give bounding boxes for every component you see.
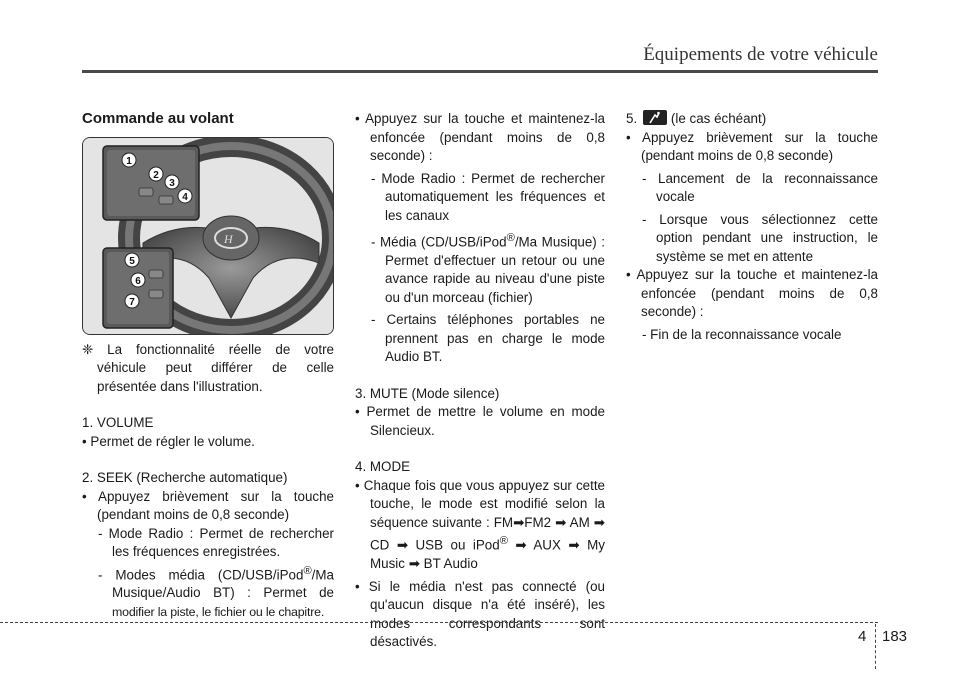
hold-bullet-text: Appuyez sur la touche et maintenez-la enfoncée (pendant moins de 0,8 seconde) : <box>365 111 605 163</box>
mute-heading: 3. MUTE (Mode silence) <box>355 385 500 401</box>
column-1 <box>82 110 334 621</box>
section-title: Commande au volant <box>82 110 234 127</box>
hold-dash-2a: - Média (CD/USB/iPod <box>371 234 507 250</box>
voice-dash-3: - Fin de la reconnaissance vocale <box>642 326 842 342</box>
arrow-icon: ➡ <box>408 556 420 572</box>
figure-label-1: 1 <box>126 155 132 167</box>
hold-dash-2 <box>363 229 605 307</box>
header-rule <box>82 70 878 73</box>
item-5-text: (le cas échéant) <box>670 111 767 126</box>
voice-bullet-2-text: Appuyez sur la touche et maintenez-la enfoncée (pendant moins de 0,8 seconde) : <box>636 267 878 319</box>
arrow-icon: ➡ <box>568 537 580 553</box>
voice-bullet-1-text: Appuyez brièvement sur la touche (pendant moins de 0,8 seconde) <box>641 129 878 163</box>
illustration-note <box>82 341 334 397</box>
mode-am: AM <box>569 514 590 530</box>
seek-dash-2c: modifier la piste, le fichier ou le chapitre. <box>112 604 325 619</box>
seek-dash-2a: - Modes média (CD/USB/iPod <box>98 566 304 582</box>
figure-label-4: 4 <box>182 191 188 203</box>
voice-bullet-2: • Appuyez sur la touche et maintenez-la enfoncée (pendant moins de 0,8 seconde) : <box>626 267 878 319</box>
seek-heading: 2. SEEK (Recherche automatique) <box>82 470 288 485</box>
voice-dash-1: - Lancement de la reconnaissance vocale <box>642 170 878 204</box>
seek-dash-2b: /Ma Musique/Audio BT) : Permet de <box>112 566 334 601</box>
registered-mark: ® <box>303 564 312 577</box>
column-2 <box>355 110 605 652</box>
page-header-title: Équipements de votre véhicule <box>643 44 878 65</box>
mode-bt-audio: BT Audio <box>423 556 478 572</box>
seek-dash-2 <box>90 562 334 622</box>
mode-bullet-2: • Si le média n'est pas connecté (ou qu'aucun disque n'a été inséré), les modes correspondants sont désactivés. <box>355 578 605 650</box>
seek-bullet-text: Appuyez brièvement sur la touche (pendant moins de 0,8 seconde) <box>97 488 334 522</box>
mode-usb: USB ou iPod <box>415 537 500 553</box>
volume-heading: 1. VOLUME <box>82 415 154 430</box>
arrow-icon: ➡ <box>396 537 409 553</box>
steering-wheel-illustration <box>83 138 333 334</box>
figure-label-3: 3 <box>169 177 175 189</box>
mode-bullet-2-text: Si le média n'est pas connecté (ou qu'aucun disque n'a été inséré), les modes correspondants sont désactivés. <box>368 578 605 650</box>
hold-dash-3: - Certains téléphones portables ne prennent pas en charge le mode Audio BT. <box>371 312 605 365</box>
mode-heading: 4. MODE <box>355 459 411 475</box>
registered-mark: ® <box>506 232 515 244</box>
hold-dash-2b: /Ma Musique) : Permet d'effectuer un retour ou une avance rapide au niveau d'une piste ou d'un morceau (fichier) <box>385 234 605 305</box>
voice-recognition-icon <box>643 110 667 125</box>
mute-bullet: • Permet de mettre le volume en mode Silencieux. <box>355 404 605 438</box>
item-5-number: 5. <box>626 111 638 126</box>
mode-bullet-1: • Chaque fois que vous appuyez sur cette touche, le mode est modifié selon la séquence suivante : FM➡FM2 ➡ AM ➡ CD ➡ USB ou iPod® ➡ AUX ➡ My Music ➡ BT Audio <box>355 477 605 572</box>
figure-label-6: 6 <box>135 275 141 287</box>
mode-cd: CD <box>370 537 390 553</box>
hold-dash-1: - Mode Radio : Permet de rechercher automatiquement les fréquences et les canaux <box>371 170 605 223</box>
column-3 <box>626 110 878 344</box>
arrow-icon: ➡ <box>513 514 525 530</box>
mute-bullet-text: Permet de mettre le volume en mode Silencieux. <box>366 404 605 438</box>
mode-aux: AUX <box>533 537 561 553</box>
voice-dash-2: - Lorsque vous sélectionnez cette option pendant une instruction, le système se met en attente <box>642 211 878 264</box>
figure-label-2: 2 <box>153 169 159 181</box>
item-5-heading <box>626 110 878 129</box>
volume-bullet-text: Permet de régler le volume. <box>90 433 255 449</box>
volume-bullet: • Permet de régler le volume. <box>82 433 255 449</box>
mode-fm2: FM2 <box>524 514 552 530</box>
svg-text:H: H <box>224 231 233 246</box>
footer-separator <box>875 624 876 669</box>
mode-my-music: My Music <box>370 537 605 572</box>
figure-label-5: 5 <box>129 255 135 267</box>
page-number: 183 <box>882 628 908 645</box>
seek-bullet: • Appuyez brièvement sur la touche (pendant moins de 0,8 seconde) <box>82 488 334 522</box>
note-text: La fonctionnalité réelle de votre véhicule peut différer de celle présentée dans l'illustration. <box>97 341 334 394</box>
voice-bullet-1: • Appuyez brièvement sur la touche (pendant moins de 0,8 seconde) <box>626 129 878 163</box>
mode-sequence-intro: Chaque fois que vous appuyez sur cette touche, le mode est modifié selon la séquence suivante : FM <box>363 477 605 530</box>
steering-wheel-figure <box>82 137 334 335</box>
seek-dash-1: - Mode Radio : Permet de rechercher les fréquences enregistrées. <box>98 525 334 559</box>
registered-mark: ® <box>499 535 508 548</box>
figure-label-7: 7 <box>129 296 135 308</box>
hold-bullet: • Appuyez sur la touche et maintenez-la enfoncée (pendant moins de 0,8 seconde) : <box>355 111 605 163</box>
note-marker: ❈ <box>82 341 94 357</box>
arrow-icon: ➡ <box>555 514 567 530</box>
arrow-icon: ➡ <box>593 514 605 530</box>
arrow-icon: ➡ <box>515 537 527 553</box>
footer-rule <box>0 622 878 623</box>
chapter-number: 4 <box>858 628 867 645</box>
